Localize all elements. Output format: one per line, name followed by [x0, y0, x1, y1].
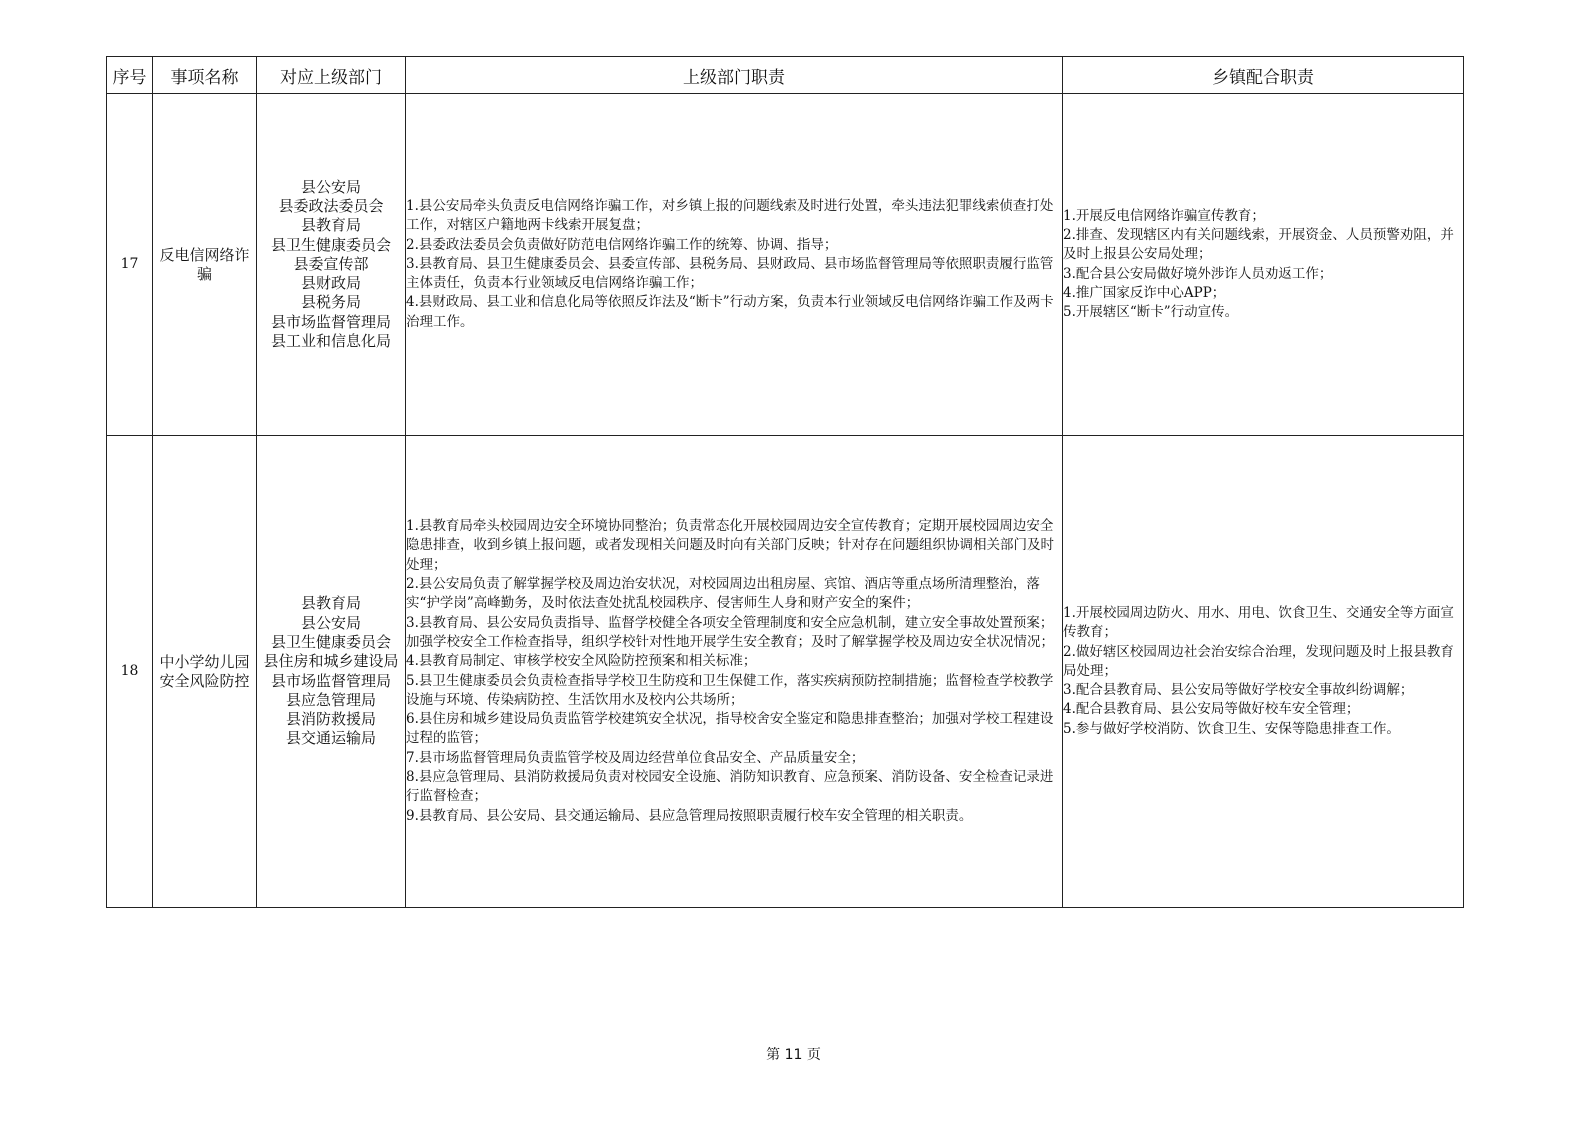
header-item-name: 事项名称	[153, 57, 257, 94]
department-item: 县教育局	[300, 594, 361, 613]
duty-item: 1.开展反电信网络诈骗宣传教育；	[1063, 207, 1265, 224]
duty-item: 2.县公安局负责了解掌握学校及周边治安状况，对校园周边出租房屋、宾馆、酒店等重点场所清理整治，落实“护学岗”高峰勤务，及时依法查处扰乱校园秩序、侵害师生人身和财产安全的案件；	[406, 576, 1040, 612]
header-seq: 序号	[107, 57, 153, 94]
row-item-name: 反电信网络诈骗	[153, 94, 257, 436]
duty-item: 2.排查、发现辖区内有关问题线索，开展资金、人员预警劝阻，并及时上报县公安局处理；	[1063, 226, 1454, 263]
row-upper-duties	[406, 436, 1063, 908]
department-item: 县委政法委员会	[278, 196, 384, 215]
department-item: 县卫生健康委员会	[270, 632, 391, 651]
row-item-name: 中小学幼儿园安全风险防控	[153, 436, 257, 908]
duty-item: 6.县住房和城乡建设局负责监管学校建筑安全状况，指导校舍安全鉴定和隐患排查整治；加强对学校工程建设过程的监管；	[406, 711, 1054, 747]
department-item: 县工业和信息化局	[270, 332, 391, 351]
duty-item: 4.县财政局、县工业和信息化局等依照反诈法及“断卡”行动方案，负责本行业领域反电信网络诈骗工作及两卡治理工作。	[406, 294, 1054, 330]
department-item: 县委宣传部	[293, 254, 369, 273]
header-upper-department: 对应上级部门	[257, 57, 406, 94]
department-item: 县市场监督管理局	[270, 312, 391, 331]
header-town-duties: 乡镇配合职责	[1063, 57, 1464, 94]
duty-item: 4.县教育局制定、审核学校安全风险防控预案和相关标准；	[406, 653, 757, 670]
duty-item: 2.做好辖区校园周边社会治安综合治理，发现问题及时上报县教育局处理；	[1063, 643, 1454, 679]
department-item: 县公安局	[300, 613, 361, 632]
department-item: 县市场监督管理局	[270, 671, 391, 690]
header-row	[107, 57, 1464, 94]
row-town-duties	[1063, 94, 1464, 436]
duty-item: 3.县教育局、县公安局负责指导、监督学校健全各项安全管理制度和安全应急机制，建立安全事故处置预案；加强学校安全工作检查指导，组织学校针对性地开展学生安全教育；及时了解掌握学校及周边安全状况情况；	[406, 614, 1054, 650]
row-town-duties	[1063, 436, 1464, 908]
duty-table	[106, 56, 1464, 908]
row-departments	[257, 94, 406, 436]
duty-item: 3.县教育局、县卫生健康委员会、县委宣传部、县税务局、县财政局、县市场监督管理局等依照职责履行监管主体责任，负责本行业领域反电信网络诈骗工作；	[406, 255, 1054, 292]
department-item: 县教育局	[300, 216, 361, 235]
duty-item: 5.县卫生健康委员会负责检查指导学校卫生防疫和卫生保健工作，落实疾病预防控制措施；监督检查学校教学设施与环境、传染病防控、生活饮用水及校内公共场所；	[406, 672, 1054, 708]
row-upper-duties	[406, 94, 1063, 436]
department-item: 县应急管理局	[285, 690, 376, 709]
page-number: 第 11 页	[766, 1047, 821, 1063]
duty-item: 4.推广国家反诈中心APP；	[1063, 284, 1226, 301]
department-item: 县财政局	[300, 274, 361, 293]
header-upper-duties: 上级部门职责	[406, 57, 1063, 94]
table-row	[107, 436, 1464, 908]
row-seq: 18	[107, 436, 153, 908]
row-departments	[257, 436, 406, 908]
duty-item: 3.配合县教育局、县公安局等做好学校安全事故纠纷调解；	[1063, 682, 1414, 699]
department-item: 县税务局	[300, 293, 361, 312]
duty-item: 7.县市场监督管理局负责监管学校及周边经营单位食品安全、产品质量安全；	[406, 749, 865, 766]
department-item: 县交通运输局	[285, 729, 376, 748]
department-item: 县卫生健康委员会	[270, 235, 391, 254]
duty-item: 5.参与做好学校消防、饮食卫生、安保等隐患排查工作。	[1063, 720, 1400, 737]
duty-item: 4.配合县教育局、县公安局等做好校车安全管理；	[1063, 701, 1360, 718]
duty-item: 1.县教育局牵头校园周边安全环境协同整治；负责常态化开展校园周边安全宣传教育；定期开展校园周边安全隐患排查，收到乡镇上报问题，或者发现相关问题及时向有关部门反映；针对存在问题组织协调相关部门及时处理；	[406, 518, 1054, 573]
duty-item: 3.配合县公安局做好境外涉诈人员劝返工作；	[1063, 265, 1333, 282]
duty-item: 1.开展校园周边防火、用水、用电、饮食卫生、交通安全等方面宣传教育；	[1063, 604, 1454, 641]
department-item: 县住房和城乡建设局	[263, 652, 399, 671]
duty-item: 5.开展辖区“断卡”行动宣传。	[1063, 304, 1239, 321]
table-row	[107, 94, 1464, 436]
duty-item: 9.县教育局、县公安局、县交通运输局、县应急管理局按照职责履行校车安全管理的相关职责。	[406, 807, 973, 824]
duty-item: 8.县应急管理局、县消防救援局负责对校园安全设施、消防知识教育、应急预案、消防设备、安全检查记录进行监督检查；	[406, 768, 1054, 805]
department-item: 县消防救援局	[285, 710, 376, 729]
duty-item: 1.县公安局牵头负责反电信网络诈骗工作，对乡镇上报的问题线索及时进行处置，牵头违法犯罪线索侦查打处工作，对辖区户籍地两卡线索开展复盘；	[406, 197, 1054, 234]
row-seq: 17	[107, 94, 153, 436]
department-item: 县公安局	[300, 177, 361, 196]
duty-item: 2.县委政法委员会负责做好防范电信网络诈骗工作的统筹、协调、指导；	[406, 236, 838, 253]
